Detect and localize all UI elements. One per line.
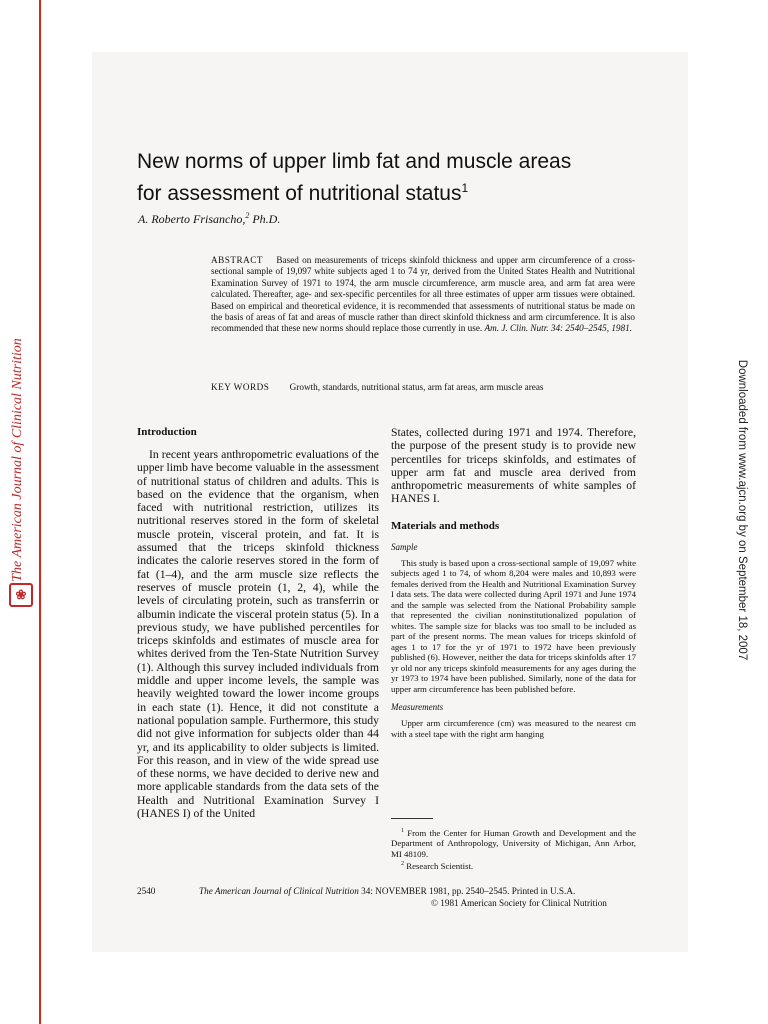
page-number: 2540 <box>137 886 156 896</box>
sample-paragraph: This study is based upon a cross-sectional sample of 19,097 white subjects aged 1 to 74, of whom 8,204 were males and 10,893 were females derived from the Health and Nutritional Examination Survey I data sets. The data were collected during April 1971 and June 1974 and the sample was selected from the National Probability sample that represented the civilian noninstitutionalized population of whites. The sample size for blacks was too small to be included as part of the present norms. The mean values for triceps skinfold of ages 1 to 17 for the yr of 1971 to 1972 have been previously published (6). However, neither the data for triceps skinfolds after 17 yr old nor any triceps skinfold measurements for any ages during the yr 1973 to 1974 have been published. Similarly, none of the data for upper arm circumference has been published before. <box>391 557 636 694</box>
sidebar-divider <box>39 0 41 1024</box>
author-footnote-mark: 2 <box>245 211 250 220</box>
footnote-1-text: From the Center for Human Growth and Development and the Department of Anthropology, University of Michigan, Ann Arbor, MI 48109. <box>391 827 636 859</box>
author-line <box>138 211 280 227</box>
footer-citation-text: 34: NOVEMBER 1981, pp. 2540–2545. Printed in U.S.A. <box>358 886 576 896</box>
title-line-2: for assessment of nutritional status <box>137 182 462 205</box>
introduction-heading: Introduction <box>137 426 197 438</box>
journal-vertical-title: The American Journal of Clinical Nutrition <box>10 338 25 582</box>
measurements-subheading: Measurements <box>391 702 444 713</box>
footer-journal-name: The American Journal of Clinical Nutrition <box>199 886 359 896</box>
introduction-continuation: States, collected during 1971 and 1974. Therefore, the purpose of the present study is to provide new percentiles for triceps skinfolds, and estimates of upper arm fat and muscle area derived from anthropometric measurements of white samples of HANES I. <box>391 426 636 506</box>
title-footnote-mark: 1 <box>461 181 469 195</box>
abstract-citation: Am. J. Clin. Nutr. 34: 2540–2545, 1981. <box>484 323 633 334</box>
abstract-label: ABSTRACT <box>211 255 263 265</box>
footnote-2 <box>391 859 636 871</box>
title-line-1: New norms of upper limb fat and muscle areas <box>137 150 572 173</box>
measurements-paragraph: Upper arm circumference (cm) was measured to the nearest cm with a steel tape with the right arm hanging <box>391 718 636 739</box>
keywords-label: KEY WORDS <box>211 382 270 392</box>
footnote-1-mark: 1 <box>401 828 404 834</box>
sample-subheading: Sample <box>391 541 418 552</box>
keywords-text: Growth, standards, nutritional status, arm fat areas, arm muscle areas <box>289 382 544 392</box>
methods-heading: Materials and methods <box>391 519 500 532</box>
footnote-2-text: Research Scientist. <box>404 861 474 872</box>
footnote-2-mark: 2 <box>401 861 404 868</box>
left-column <box>137 426 379 820</box>
keywords <box>211 382 544 392</box>
footnotes <box>391 818 636 872</box>
footnote-rule <box>391 818 433 819</box>
download-notice: Downloaded from www.ajcn.org by on September 18, 2007 <box>736 359 748 661</box>
footer-citation <box>199 885 575 897</box>
author-name: A. Roberto Frisancho, <box>138 212 246 226</box>
abstract <box>211 255 635 335</box>
right-column <box>391 426 636 739</box>
journal-logo-icon: ❀ <box>9 583 33 607</box>
footer-copyright: © 1981 American Society for Clinical Nutrition <box>431 898 607 908</box>
introduction-paragraph: In recent years anthropometric evaluations of the upper limb have become valuable in the assessment of nutritional status of children and adults. This is based on the evidence that the organism, when faced with nutritional restriction, utilizes its nutritional reserves stored in the form of skeletal muscle protein, visceral protein, and fat. It is assumed that the triceps skinfold thickness indicates the calorie reserves stored in the form of fat (1–4), and the arm muscle size reflects the reserves of muscle protein (1, 2, 4), while the levels of circulating protein, such as transferrin or albumin indicate the visceral protein status (5). In a previous study, we have published percentiles for triceps skinfolds and estimates of muscle area for whites derived from the Ten-State Nutrition Survey (1). Although this survey included individuals from middle and upper income levels, the sample was heavily weighted toward the lower income groups in each state (1). Hence, it did not constitute a national population sample. Furthermore, this study did not give information for subjects older than 44 yr, and its applicability to older subjects is limited. For this reason, and in view of the wide spread use of these norms, we have decided to derive new and more applicable standards from the data sets of the Health and Nutritional Examination Survey I (HANES I) of the United <box>137 448 379 821</box>
footnote-1 <box>391 826 636 859</box>
author-degree: Ph.D. <box>249 212 281 226</box>
article-title <box>137 149 657 207</box>
abstract-text: Based on measurements of triceps skinfold thickness and upper arm circumference of a cross-sectional sample of 19,097 white subjects aged 1 to 74 yr, derived from the United States Health and Nutritional Examination Survey of 1971 to 1974, the arm muscle circumference, arm muscle area, and arm fat area were calculated. Thereafter, age- and sex-specific percentiles for all three estimates of upper arm tissues were obtained. Based on empirical and theoretical evidence, it is recommended that assessments of nutritional status be made on the basis of areas of fat and areas of muscle rather than direct skinfold thickness and arm circumference. It is also recommended that these new norms should replace those currently in use. <box>211 255 635 334</box>
